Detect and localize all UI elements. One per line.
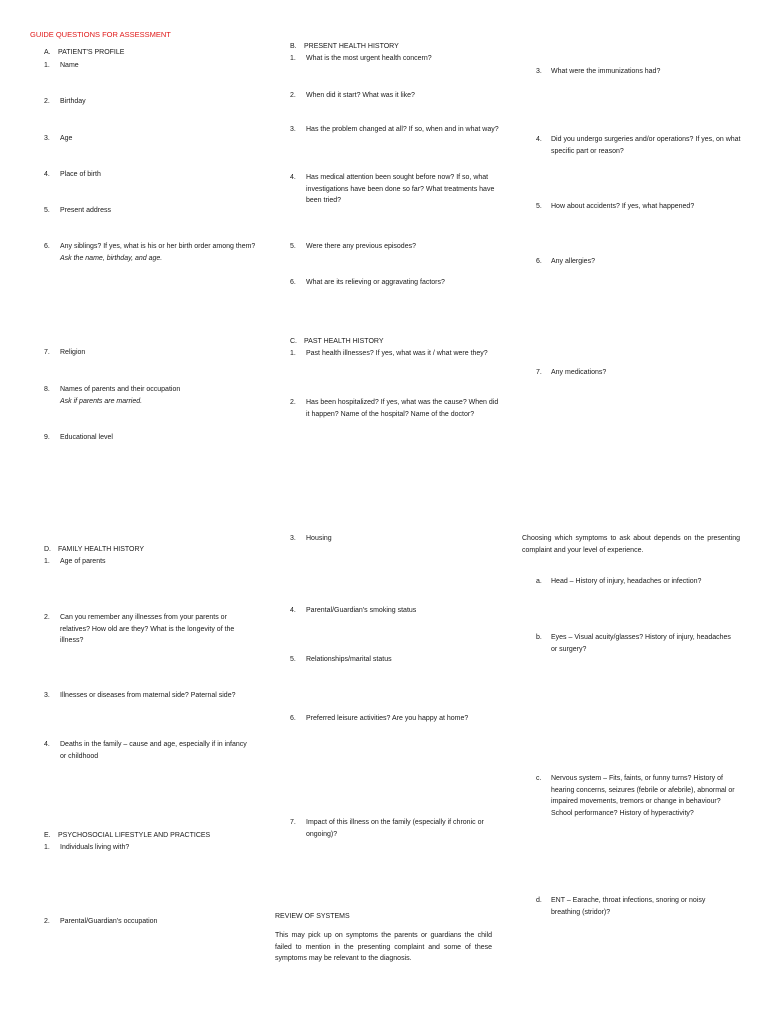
list-item-number: 2.	[44, 918, 50, 925]
list-item-number: 3.	[44, 135, 50, 142]
list-item-body	[60, 241, 256, 264]
list-item	[44, 133, 244, 145]
list-item-number: 4.	[290, 607, 296, 614]
list-item-text: Place of birth	[60, 171, 101, 178]
system-item-letter: b.	[536, 634, 542, 641]
system-item-text: Nervous system – Fits, faints, or funny turns? History of hearing concerns, seizures (febrile or afebrile), abnormal or impaired movements, tremors or change in behaviour? School performance? History of hyperactivity?	[551, 775, 735, 817]
list-item-number: 1.	[44, 844, 50, 851]
list-item	[536, 256, 736, 268]
system-item-letter: d.	[536, 897, 542, 904]
list-item-text: Present address	[60, 207, 111, 214]
list-item-text: Has medical attention been sought before now? If so, what investigations have been done so far? What treatments have been tried?	[306, 174, 495, 204]
list-item	[44, 739, 250, 762]
list-item	[536, 66, 736, 78]
section-a-heading	[44, 47, 124, 58]
section-d-heading	[44, 544, 144, 555]
list-item-number: 1.	[44, 62, 50, 69]
system-item-text: ENT – Earache, throat infections, snoring or noisy breathing (stridor)?	[551, 897, 706, 916]
list-item-number: 4.	[44, 171, 50, 178]
section-d-letter: D.	[44, 546, 51, 553]
system-item	[536, 632, 736, 655]
list-item-number: 7.	[290, 819, 296, 826]
list-item-text: Has been hospitalized? If yes, what was the cause? When did it happen? Name of the hospital? Name of the doctor?	[306, 399, 499, 418]
list-item-number: 9.	[44, 434, 50, 441]
list-item-text: Name	[60, 62, 79, 69]
list-item-text: What are its relieving or aggravating factors?	[306, 279, 445, 286]
system-item-letter: a.	[536, 578, 542, 585]
list-item-number: 4.	[536, 136, 542, 143]
list-item-text: Impact of this illness on the family (especially if chronic or ongoing)?	[306, 819, 484, 838]
list-item-number: 4.	[44, 741, 50, 748]
list-item-text: What were the immunizations had?	[551, 68, 661, 75]
list-item-number: 3.	[44, 692, 50, 699]
list-item	[290, 277, 500, 289]
section-e-letter: E.	[44, 832, 51, 839]
list-item-number: 2.	[290, 399, 296, 406]
section-c-title: PAST HEALTH HISTORY	[304, 338, 384, 345]
list-item-number: 8.	[44, 386, 50, 393]
section-e-heading	[44, 830, 210, 841]
list-item-number: 1.	[44, 558, 50, 565]
system-item-letter: c.	[536, 775, 542, 782]
list-item-number: 5.	[44, 207, 50, 214]
list-item	[44, 347, 244, 359]
list-item	[536, 201, 736, 213]
section-b-heading	[290, 41, 399, 52]
list-item	[44, 612, 250, 647]
list-item-text: Were there any previous episodes?	[306, 243, 416, 250]
list-item-number: 6.	[290, 279, 296, 286]
list-item	[290, 654, 500, 666]
list-item	[44, 916, 244, 928]
section-b-letter: B.	[290, 43, 297, 50]
system-item	[536, 576, 736, 588]
list-item-text: Educational level	[60, 434, 113, 441]
list-item-text: How about accidents? If yes, what happened?	[551, 203, 695, 210]
list-item-number: 3.	[290, 126, 296, 133]
system-item-text: Eyes – Visual acuity/glasses? History of injury, headaches or surgery?	[551, 634, 731, 653]
list-item	[44, 842, 244, 854]
list-item	[44, 96, 244, 108]
list-item-note: Ask if parents are married.	[60, 397, 143, 405]
section-b-title: PRESENT HEALTH HISTORY	[304, 43, 399, 50]
list-item	[290, 348, 496, 360]
system-item-text: Head – History of injury, headaches or infection?	[551, 578, 702, 585]
list-item-text: Relationships/marital status	[306, 656, 392, 663]
list-item	[290, 605, 500, 617]
list-item-number: 4.	[290, 174, 296, 181]
review-of-systems-paragraph: This may pick up on symptoms the parents or guardians the child failed to mention in the presenting complaint and some of these symptoms may be relevant to the diagnosis.	[275, 932, 492, 962]
list-item-text: Any allergies?	[551, 258, 595, 265]
list-item-text: Age	[60, 135, 73, 142]
list-item-number: 2.	[290, 92, 296, 99]
list-item-text: Has the problem changed at all? If so, when and in what way?	[306, 126, 499, 133]
section-c-heading	[290, 336, 384, 347]
list-item	[44, 432, 244, 444]
list-item-number: 5.	[290, 656, 296, 663]
section-d-title: FAMILY HEALTH HISTORY	[58, 546, 145, 553]
list-item-number: 7.	[44, 349, 50, 356]
list-item-text: Illnesses or diseases from maternal side? Paternal side?	[60, 692, 236, 699]
list-item-text: Religion	[60, 349, 86, 356]
list-item-text: Names of parents and their occupation	[60, 386, 181, 393]
list-item-text: Birthday	[60, 98, 86, 105]
list-item-text: Individuals living with?	[60, 844, 130, 851]
list-item	[290, 713, 470, 725]
list-item	[44, 60, 244, 72]
list-item-number: 1.	[290, 350, 296, 357]
section-c-letter: C.	[290, 338, 297, 345]
list-item-text: Parental/Guardian's occupation	[60, 918, 158, 925]
list-item-number: 6.	[44, 243, 50, 250]
list-item-text: Housing	[306, 535, 332, 542]
list-item	[44, 690, 250, 702]
section-a-letter: A.	[44, 49, 51, 56]
list-item-text: Preferred leisure activities? Are you happy at home?	[306, 715, 469, 722]
list-item-number: 6.	[290, 715, 296, 722]
list-item	[290, 817, 496, 840]
list-item-text: Can you remember any illnesses from your parents or relatives? How old are they? What is the longevity of the illness?	[60, 614, 235, 644]
list-item-text: Any siblings? If yes, what is his or her birth order among them?	[60, 243, 256, 250]
list-item-body	[60, 384, 256, 407]
list-item	[290, 124, 500, 136]
system-item	[536, 773, 736, 819]
list-item-number: 5.	[290, 243, 296, 250]
list-item-text: Parental/Guardian's smoking status	[306, 607, 417, 614]
section-a-title: PATIENT'S PROFILE	[58, 49, 125, 56]
list-item	[536, 134, 741, 157]
list-item	[44, 384, 256, 407]
section-e-title: PSYCHOSOCIAL LIFESTYLE AND PRACTICES	[58, 832, 211, 839]
list-item-text: Past health illnesses? If yes, what was it / what were they?	[306, 350, 488, 357]
list-item-text: Deaths in the family – cause and age, especially if in infancy or childhood	[60, 741, 247, 760]
list-item-text: What is the most urgent health concern?	[306, 55, 432, 62]
list-item	[290, 53, 500, 65]
list-item-number: 5.	[536, 203, 542, 210]
list-item	[290, 172, 500, 207]
list-item-number: 3.	[290, 535, 296, 542]
list-item-number: 1.	[290, 55, 296, 62]
list-item	[44, 556, 244, 568]
list-item	[290, 241, 500, 253]
list-item-text: When did it start? What was it like?	[306, 92, 415, 99]
list-item	[44, 241, 256, 264]
list-item-text: Did you undergo surgeries and/or operations? If yes, on what specific part or reason?	[551, 136, 741, 155]
list-item	[536, 367, 736, 379]
review-of-systems-intro: Choosing which symptoms to ask about depends on the presenting complaint and your level of experience.	[522, 535, 740, 554]
list-item-number: 6.	[536, 258, 542, 265]
review-of-systems-heading: REVIEW OF SYSTEMS	[275, 913, 350, 920]
list-item-number: 2.	[44, 98, 50, 105]
list-item-number: 3.	[536, 68, 542, 75]
list-item-text: Any medications?	[551, 369, 607, 376]
list-item-text: Age of parents	[60, 558, 106, 565]
list-item	[290, 533, 500, 545]
list-item	[290, 397, 500, 420]
list-item-note: Ask the name, birthday, and age.	[60, 254, 163, 262]
list-item	[44, 205, 244, 217]
list-item	[290, 90, 500, 102]
list-item	[44, 169, 244, 181]
system-item	[536, 895, 736, 918]
list-item-number: 2.	[44, 614, 50, 621]
list-item-number: 7.	[536, 369, 542, 376]
document-title: GUIDE QUESTIONS FOR ASSESSMENT	[30, 30, 171, 39]
